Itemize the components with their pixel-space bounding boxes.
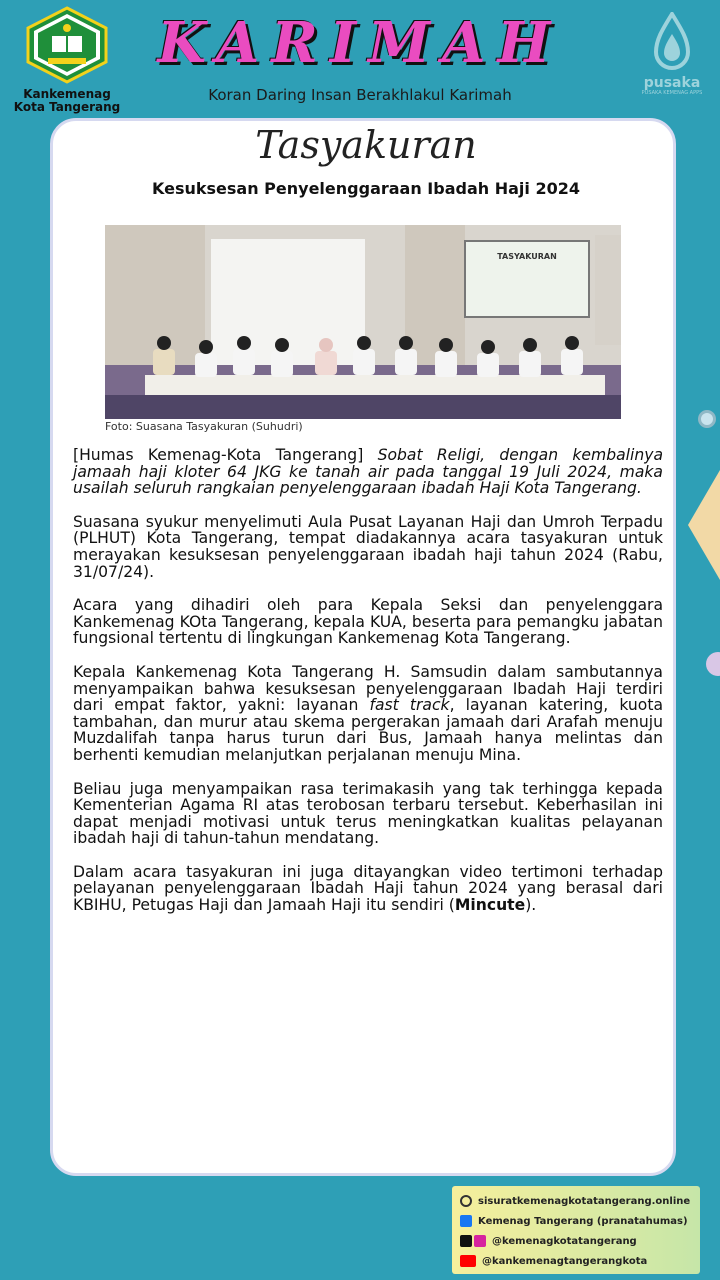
paragraph-5: Beliau juga menyampaikan rasa terimakasih yang tak terhingga kepada Kementerian Agama RI atas terobosan terbaru tersebut. Keberhasilan ini dapat menjadi motivasi untuk terus meningkatkan kualitas pelayanan ibadah haji di tahun-tahun mendatang. (73, 779, 663, 848)
contact-tiktok-instagram[interactable]: @kemenagkotatangerang (460, 1231, 692, 1251)
pusaka-logo (630, 12, 714, 108)
photo-caption: Foto: Suasana Tasyakuran (Suhudri) (105, 420, 303, 433)
youtube-icon (460, 1255, 476, 1267)
paragraph-3: Acara yang dihadiri oleh para Kepala Seksi dan penyelenggara Kankemenag KOta Tangerang, kepala KUA, beserta para pemangku jabatan fungsional tertentu di lingkungan Kankemenag Kota Tangerang. (73, 596, 663, 648)
paragraph-4: Kepala Kankemenag Kota Tangerang H. Samsudin dalam sambutannya menyampaikan bahwa kesuksesan penyelenggaraan Ibadah Haji terdiri dari empat faktor, yakni: layanan fast track, layanan katering, kuota tambahan, dan murur atau skema pergerakan jamaah dari Arafah menuju Muzdalifah tanpa harus turun dari Bus, Jamaah hanya melintas dan berhenti kemudian melanjutkan perjalanan menuju Mina. (73, 662, 664, 764)
paragraph-1: [Humas Kemenag-Kota Tangerang] Sobat Religi, dengan kembalinya jamaah haji kloter 64 JKG ke tanah air pada tanggal 19 Juli 2024, maka usailah seluruh rangkaian penyelenggaraan ibadah Haji Kota Tangerang. (73, 446, 663, 498)
screen-title: TASYAKURAN (497, 252, 557, 261)
contact-youtube[interactable]: @kankemenagtangerangkota (460, 1251, 692, 1271)
paragraph-2: Suasana syukur menyelimuti Aula Pusat Layanan Haji dan Umroh Terpadu (PLHUT) Kota Tangerang, tempat diadakannya acara tasyakuran untuk merayakan kesuksesan penyelenggaraan ibadah haji tahun 2024 (Rabu, 31/07/24). (73, 512, 663, 581)
pusaka-sublabel: PUSAKA KEMENAG APPS (641, 90, 703, 96)
contact-website[interactable]: sisuratkemenagkotatangerang.online (460, 1191, 692, 1211)
article-body (73, 447, 663, 931)
side-dot-right-bottom (706, 652, 720, 676)
water-drop-icon (652, 12, 692, 72)
paragraph-6: Dalam acara tasyakuran ini juga ditayangkan video tertimoni terhadap pelayanan penyelenggaraan Ibadah Haji tahun 2024 yang berasal dari KBIHU, Petugas Haji dan Jamaah Haji itu sendiri (Mincute). (73, 862, 663, 915)
side-dot-right-top (698, 410, 716, 428)
side-star-decoration (688, 470, 720, 580)
contact-facebook[interactable]: Kemenag Tangerang (pranatahumas) (460, 1211, 692, 1231)
globe-icon (460, 1195, 472, 1207)
org-name-line2: Kota Tangerang (13, 100, 121, 114)
event-photo (105, 225, 621, 419)
kemenag-logo (8, 6, 126, 114)
brand-title: KARIMAH (157, 10, 563, 76)
article-card (50, 118, 676, 1176)
brand-tagline: Koran Daring Insan Berakhlakul Karimah (208, 86, 512, 104)
article-script-title: Tasyakuran (255, 123, 477, 167)
event-photo-illustration (105, 225, 621, 419)
org-name-line1: Kankemenag (23, 87, 111, 101)
instagram-icon (474, 1235, 486, 1247)
article-headline: Kesuksesan Penyelenggaraan Ibadah Haji 2024 (152, 179, 580, 198)
kemenag-emblem-icon (24, 6, 110, 84)
contact-box (452, 1186, 700, 1274)
tiktok-icon (460, 1235, 472, 1247)
facebook-icon (460, 1215, 472, 1227)
pusaka-label: pusaka (643, 75, 701, 91)
masthead (150, 8, 570, 104)
